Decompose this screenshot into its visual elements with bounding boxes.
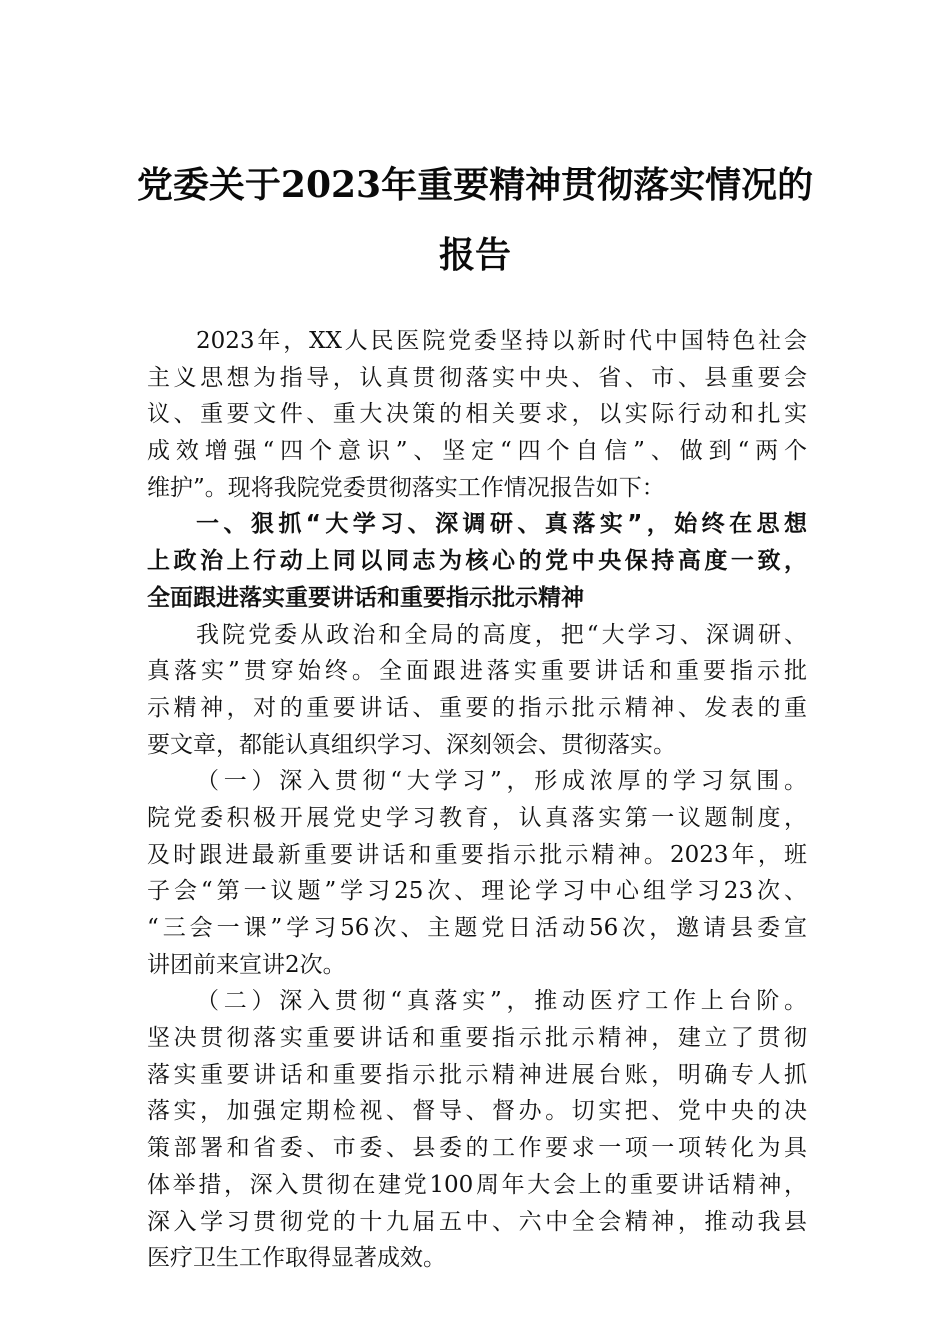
- text-line: 成效增强“四个意识”、坚定“四个自信”、做到“两个: [147, 438, 807, 465]
- subsection-1-paragraph: [147, 763, 807, 983]
- document-body: [147, 323, 807, 1277]
- text-line: 示精神，对的重要讲话、重要的指示批示精神、发表的重: [147, 694, 807, 721]
- text-line: （一）深入贯彻“大学习”，形成浓厚的学习氛围。: [196, 768, 807, 795]
- text-line: 坚决贯彻落实重要讲话和重要指示批示精神，建立了贯彻: [147, 1025, 807, 1052]
- text-line: 体举措，深入贯彻在建党100周年大会上的重要讲话精神，: [147, 1171, 807, 1198]
- text-line: 落实重要讲话和重要指示批示精神进展台账，明确专人抓: [147, 1061, 807, 1088]
- text-line: 维护”。现将我院党委贯彻落实工作情况报告如下：: [147, 474, 665, 501]
- text-line: “三会一课”学习56次、主题党日活动56次，邀请县委宣: [147, 915, 807, 941]
- text-line: 要文章，都能认真组织学习、深刻领会、贯彻落实。: [147, 731, 676, 758]
- text-line: 2023年，XX人民医院党委坚持以新时代中国特色社会: [196, 328, 807, 354]
- text-line: 医疗卫生工作取得显著成效。: [147, 1245, 446, 1272]
- intro-paragraph: [147, 323, 807, 506]
- heading-line: 全面跟进落实重要讲话和重要指示批示精神: [147, 584, 584, 611]
- text-line: 讲团前来宣讲2次。: [147, 951, 346, 978]
- text-line: 策部署和省委、市委、县委的工作要求一项一项转化为具: [147, 1135, 807, 1162]
- text-line: 落实，加强定期检视、督导、督办。切实把、党中央的决: [147, 1098, 807, 1125]
- text-line: 议、重要文件、重大决策的相关要求，以实际行动和扎实: [147, 401, 807, 428]
- section-1-heading: [147, 506, 807, 616]
- heading-line: 上政治上行动上同以同志为核心的党中央保持高度一致，: [147, 548, 807, 575]
- document-title-line-1: 党委关于2023年重要精神贯彻落实情况的: [136, 164, 814, 206]
- section-1-paragraph: [147, 617, 807, 764]
- text-line: 子会“第一议题”学习25次、理论学习中心组学习23次、: [147, 878, 807, 905]
- text-line: 我院党委从政治和全局的高度，把“大学习、深调研、: [196, 621, 807, 648]
- subsection-2-paragraph: [147, 983, 807, 1277]
- document-title-line-2: 报告: [438, 234, 511, 276]
- heading-line: 一、狠抓“大学习、深调研、真落实”，始终在思想: [196, 511, 807, 538]
- text-line: 及时跟进最新重要讲话和重要指示批示精神。2023年，班: [147, 841, 807, 868]
- text-line: 院党委积极开展党史学习教育，认真落实第一议题制度，: [147, 804, 807, 831]
- text-line: 真落实”贯穿始终。全面跟进落实重要讲话和重要指示批: [147, 658, 807, 685]
- text-line: （二）深入贯彻“真落实”，推动医疗工作上台阶。: [196, 988, 807, 1015]
- text-line: 深入学习贯彻党的十九届五中、六中全会精神，推动我县: [147, 1208, 807, 1235]
- text-line: 主义思想为指导，认真贯彻落实中央、省、市、县重要会: [147, 364, 807, 391]
